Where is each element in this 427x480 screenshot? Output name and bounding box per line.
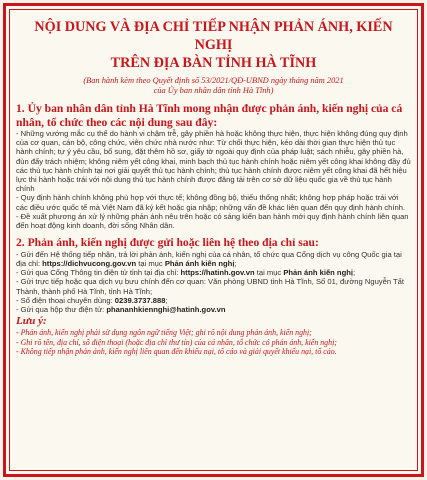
dichvucong-link[interactable]: https://dichvucong.gov.vn <box>42 258 137 268</box>
subtitle-line-1: (Ban hành kèm theo Quyết định số 53/2021/QĐ-UBND ngày tháng năm 2021 <box>83 76 344 85</box>
notice-content <box>16 14 411 468</box>
punctuation: ; <box>165 295 168 305</box>
note-item: - Không tiếp nhận phản ánh, kiến nghị liên quan đến khiếu nại, tố cáo và giải quyết khiếu nại, tố cáo. <box>16 347 337 357</box>
address-item-phone <box>16 296 411 305</box>
address-item-text: - Số điện thoại chuyên dùng: <box>16 295 115 305</box>
section-2-heading: 2. Phản ánh, kiến nghị được gửi hoặc liên hệ theo địa chỉ sau: <box>16 236 319 250</box>
address-item-email <box>16 305 411 314</box>
note-item: - Phản ánh, kiến nghị phải sử dụng ngôn ngữ tiếng Việt; ghi rõ nội dung phản ánh, kiến nghị; <box>16 328 312 338</box>
punctuation: ; <box>352 268 356 278</box>
notice-frame <box>3 3 424 477</box>
subtitle-line-2: của Ủy ban nhân dân tỉnh Hà Tĩnh) <box>153 86 274 95</box>
page-title <box>16 18 411 72</box>
subtitle <box>16 76 411 96</box>
address-item-text: - Gửi qua Cổng Thông tin điện tử tỉnh tại địa chỉ: <box>16 268 181 278</box>
section-1-heading: 1. Ủy ban nhân dân tỉnh Hà Tĩnh mong nhận được phản ánh, kiến nghị của cá nhân, tổ chức theo các nội dung sau đây: <box>16 102 403 129</box>
section-1-item: - Đề xuất phương án xử lý những phản ánh nêu trên hoặc có sáng kiến ban hành mới quy định hành chính liên quan đến hoạt động kinh doanh, đời sống Nhân dân. <box>16 211 409 231</box>
section-1-item: - Quy định hành chính không phù hợp với thực tế; không đồng bộ, thiếu thống nhất; không hợp pháp hoặc trái với các điều ước quốc tế mà Việt Nam đã ký kết hoặc gia nhập; những vấn đề khác liên quan đến quy định hành chính. <box>16 193 406 212</box>
note-item: - Ghi rõ tên, địa chỉ, số điện thoại (hoặc địa chỉ thư tín) của cá nhân, tổ chức có phản ánh, kiến nghị; <box>16 337 337 347</box>
hatinh-portal-link[interactable]: https://hatinh.gov.vn <box>180 268 255 278</box>
punctuation: ; <box>234 258 237 268</box>
phone-number: 0239.3737.888 <box>114 295 166 305</box>
address-item-provincial-portal <box>16 268 411 277</box>
address-item-portal <box>16 250 411 268</box>
address-item-text: - Gửi đến Hệ thống tiếp nhận, trả lời phản ánh, kiến nghị của cá nhân, tổ chức qua Cổng dịch vụ công Quốc gia tại địa chỉ: <box>16 249 402 268</box>
email-address[interactable]: phananhkiennghi@hatinh.gov.vn <box>106 304 226 314</box>
address-item-text: tại mục <box>136 258 165 268</box>
address-item-text: - Gửi qua hộp thư điện tử: <box>16 304 107 314</box>
title-line-2: TRÊN ĐỊA BÀN TỈNH HÀ TĨNH <box>110 55 317 71</box>
address-item-postal: - Gửi trực tiếp hoặc qua dịch vụ bưu chính đến cơ quan: Văn phòng UBND tỉnh Hà Tĩnh, Số 01, đường Nguyễn Tất Thành, thành phố Hà Tĩnh, tỉnh Hà Tĩnh; <box>16 277 404 296</box>
section-1-item: - Những vướng mắc cụ thể do hành vi chậm trễ, gây phiền hà hoặc không thực hiện, thực hiện không đúng quy định của cơ quan, cán bộ, công chức, viên chức nhà nước như: Từ chối thực hiện, kéo dài thời gian thực hiện thủ tục hành chính; tự ý yêu cầu, bổ sung, đặt thêm hồ sơ, giấy tờ ngoài quy định của pháp luật; sách nhiễu, gây phiền hà, đùn đẩy trách nhiệm; không niêm yết công khai, minh bạch thủ tục hành chính hoặc niêm yết công khai không đầy đủ các thủ tục hành chính tại nơi giải quyết thủ tục hành chính; thủ tục hành chính được niêm yết công khai đã hết hiệu lực thi hành hoặc trái với nội dung thủ tục hành chính được đăng tải trên cơ sở dữ liệu quốc gia về thủ tục hành chính <box>16 129 411 194</box>
feedback-section-link[interactable]: Phản ánh kiến nghị <box>283 268 353 278</box>
notes-heading: Lưu ý: <box>16 315 47 328</box>
address-item-text: tại mục <box>254 268 284 278</box>
title-line-1: NỘI DUNG VÀ ĐỊA CHỈ TIẾP NHẬN PHẢN ÁNH, KIẾN NGHỊ <box>34 19 393 53</box>
feedback-section-link[interactable]: Phản ánh kiến nghị <box>164 258 235 268</box>
